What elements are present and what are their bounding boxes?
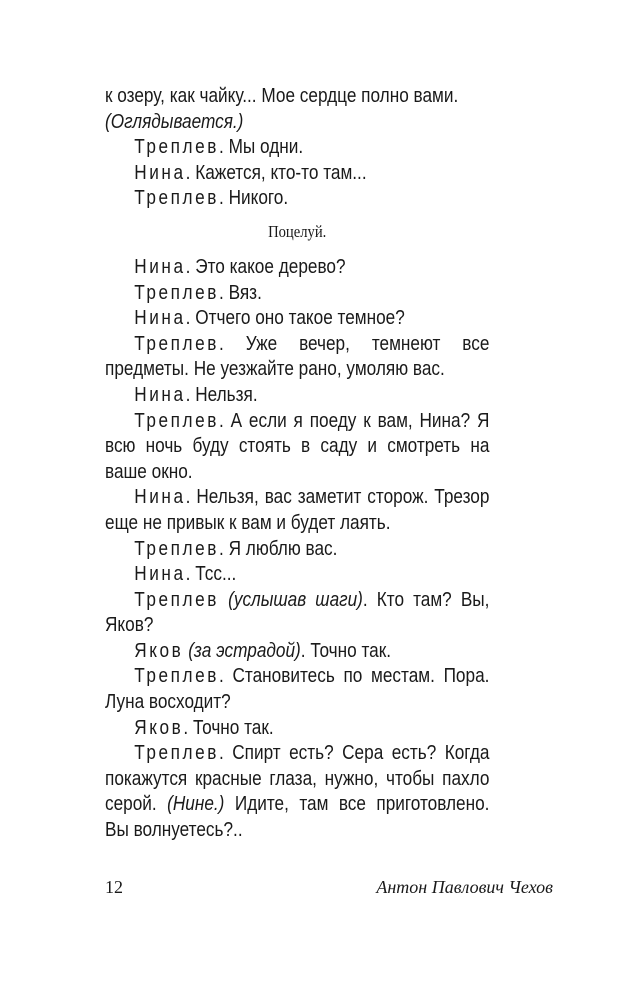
- speaker-name: Нина: [134, 383, 186, 406]
- speaker-name: Треплев: [134, 187, 220, 210]
- speaker-name: Нина: [134, 563, 186, 586]
- speech: Идите, там все приготовлено. Вы волнуетесь?..: [105, 793, 490, 842]
- dialogue-line: [105, 135, 489, 161]
- stage-direction: (за эстрадой): [188, 639, 301, 662]
- stage-direction-centered: Поцелуй.: [268, 221, 327, 241]
- dialogue-line: [105, 186, 489, 212]
- dialogue-line: [105, 537, 489, 563]
- paragraph: [105, 84, 489, 135]
- speech: . Кажется, кто-то там...: [185, 161, 367, 184]
- dialogue-line: [105, 383, 489, 409]
- speaker-name: Яков: [134, 716, 184, 739]
- speech: . Спирт есть? Сера есть? Когда покажутся красные глаза, нужно, чтобы пахло серой.: [105, 742, 490, 816]
- speaker-name: Треплев: [134, 665, 220, 688]
- dialogue-line: [105, 332, 489, 383]
- speaker-name: Яков: [134, 639, 184, 662]
- stage-direction: (услышав шаги): [228, 588, 363, 611]
- speech: . Точно так.: [183, 716, 274, 739]
- stage-direction: (Оглядывается.): [105, 110, 244, 133]
- page-number: 12: [105, 877, 123, 897]
- speaker-name: Треплев: [134, 332, 220, 355]
- dialogue-line: [105, 255, 489, 281]
- dialogue-line: [105, 161, 489, 187]
- dialogue-line: [105, 664, 489, 715]
- speech: . Нельзя.: [185, 383, 258, 406]
- speech: . Кто там? Вы, Яков?: [105, 588, 490, 637]
- speech: . А если я поеду к вам, Нина? Я всю ночь буду стоять в саду и смотреть на ваше окно.: [105, 409, 490, 483]
- speaker-name: Треплев: [134, 588, 220, 611]
- speech: . Это какое дерево?: [185, 255, 346, 278]
- speech: . Я люблю вас.: [219, 537, 338, 560]
- speaker-name: Нина: [134, 486, 186, 509]
- speaker-name: Треплев: [134, 409, 220, 432]
- dialogue-line: [105, 639, 489, 665]
- speech: . Отчего оно такое темное?: [185, 307, 405, 330]
- speaker-name: Треплев: [134, 281, 220, 304]
- running-footer-author: Антон Павлович Чехов: [376, 877, 553, 897]
- dialogue-line: [105, 588, 489, 639]
- speaker-name: Треплев: [134, 742, 220, 765]
- dialogue-line: [105, 306, 489, 332]
- stage-direction: (Нине.): [167, 793, 225, 816]
- dialogue-line: [105, 741, 489, 843]
- dialogue-line: [105, 485, 489, 536]
- speech: . Мы одни.: [219, 136, 304, 159]
- play-text: [105, 84, 489, 844]
- speech: . Никого.: [219, 187, 289, 210]
- speaker-name: Треплев: [134, 136, 220, 159]
- dialogue-line: [105, 409, 489, 486]
- speech: . Уже вечер, темнеют все предметы. Не уезжайте рано, умоляю вас.: [105, 332, 490, 381]
- dialogue-line: [105, 281, 489, 307]
- speaker-name: Нина: [134, 161, 186, 184]
- speech: . Становитесь по местам. Пора. Луна восходит?: [105, 665, 490, 714]
- text-line: к озеру, как чайку... Мое сердце полно вами.: [105, 85, 459, 107]
- dialogue-line: [105, 716, 489, 742]
- speaker-name: Треплев: [134, 537, 220, 560]
- speech: . Вяз.: [219, 281, 262, 304]
- speaker-name: Нина: [134, 307, 186, 330]
- speech: . Нельзя, вас заметит сторож. Трезор еще не привык к вам и будет лаять.: [105, 486, 490, 534]
- speech: . Тсс...: [185, 563, 237, 586]
- dialogue-line: [105, 562, 489, 588]
- speech: . Точно так.: [300, 639, 392, 662]
- speaker-name: Нина: [134, 255, 186, 278]
